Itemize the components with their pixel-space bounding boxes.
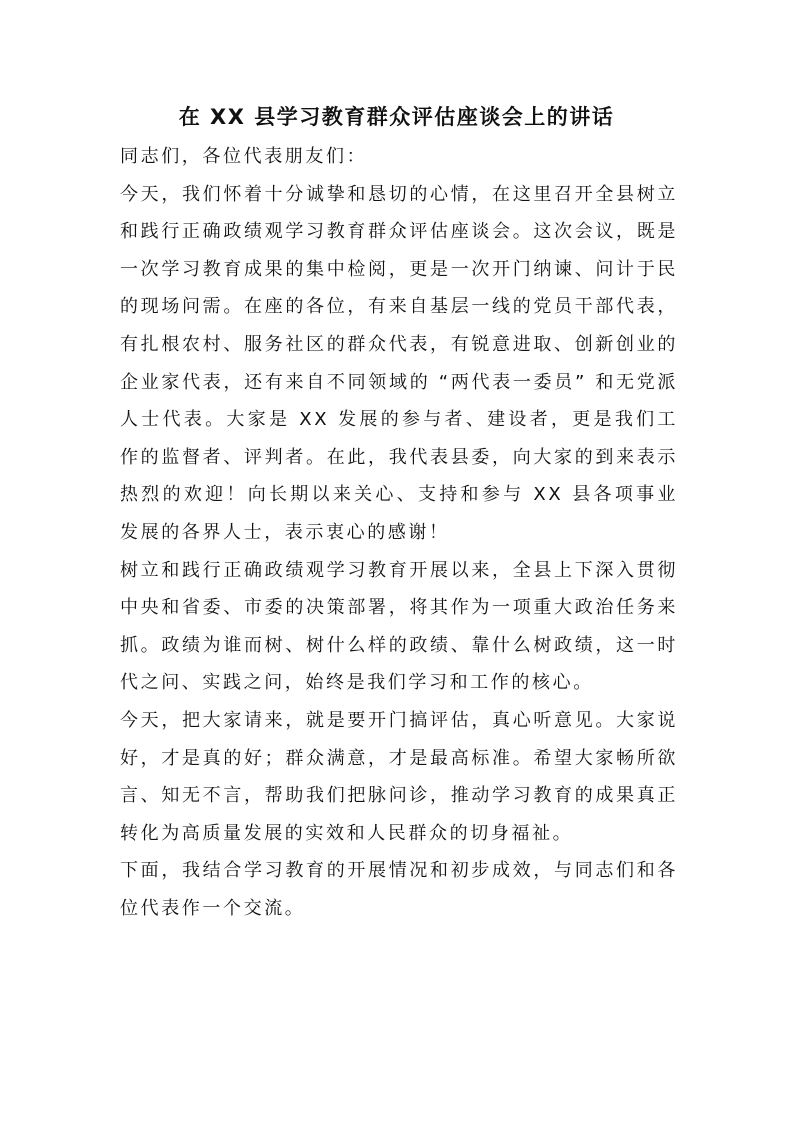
paragraph-4: 下面，我结合学习教育的开展情况和初步成效，与同志们和各位代表作一个交流。 bbox=[120, 860, 678, 919]
paragraph-3: 今天，把大家请来，就是要开门搞评估，真心听意见。大家说好，才是真的好；群众满意，才是最高标准。希望大家畅所欲言、知无不言，帮助我们把脉问诊，推动学习教育的成果真正转化为高质量发展的实效和人民群众的切身福祉。 bbox=[120, 709, 678, 844]
paragraph-1: 今天，我们怀着十分诚挚和恳切的心情，在这里召开全县树立和践行正确政绩观学习教育群众评估座谈会。这次会议，既是一次学习教育成果的集中检阅，更是一次开门纳谏、问计于民的现场问需。在座的各位，有来自基层一线的党员干部代表，有扎根农村、服务社区的群众代表，有锐意进取、创新创业的企业家代表，还有来自不同领域的 “两代表一委员” 和无党派人士代表。大家是 XX 发展的参与者、建设者，更是我们工作的监督者、评判者。在此，我代表县委，向大家的到来表示热烈的欢迎！向长期以来关心、支持和参与 XX 县各项事业发展的各界人士，表示衷心的感谢！ bbox=[120, 183, 678, 543]
salutation: 同志们，各位代表朋友们： bbox=[120, 146, 368, 167]
document-body bbox=[120, 138, 678, 927]
document-title: 在 XX 县学习教育群众评估座谈会上的讲话 bbox=[178, 105, 615, 129]
paragraph-2: 树立和践行正确政绩观学习教育开展以来，全县上下深入贯彻中央和省委、市委的决策部署，将其作为一项重大政治任务来抓。政绩为谁而树、树什么样的政绩、靠什么树政绩，这一时代之问、实践之问，始终是我们学习和工作的核心。 bbox=[120, 559, 678, 694]
